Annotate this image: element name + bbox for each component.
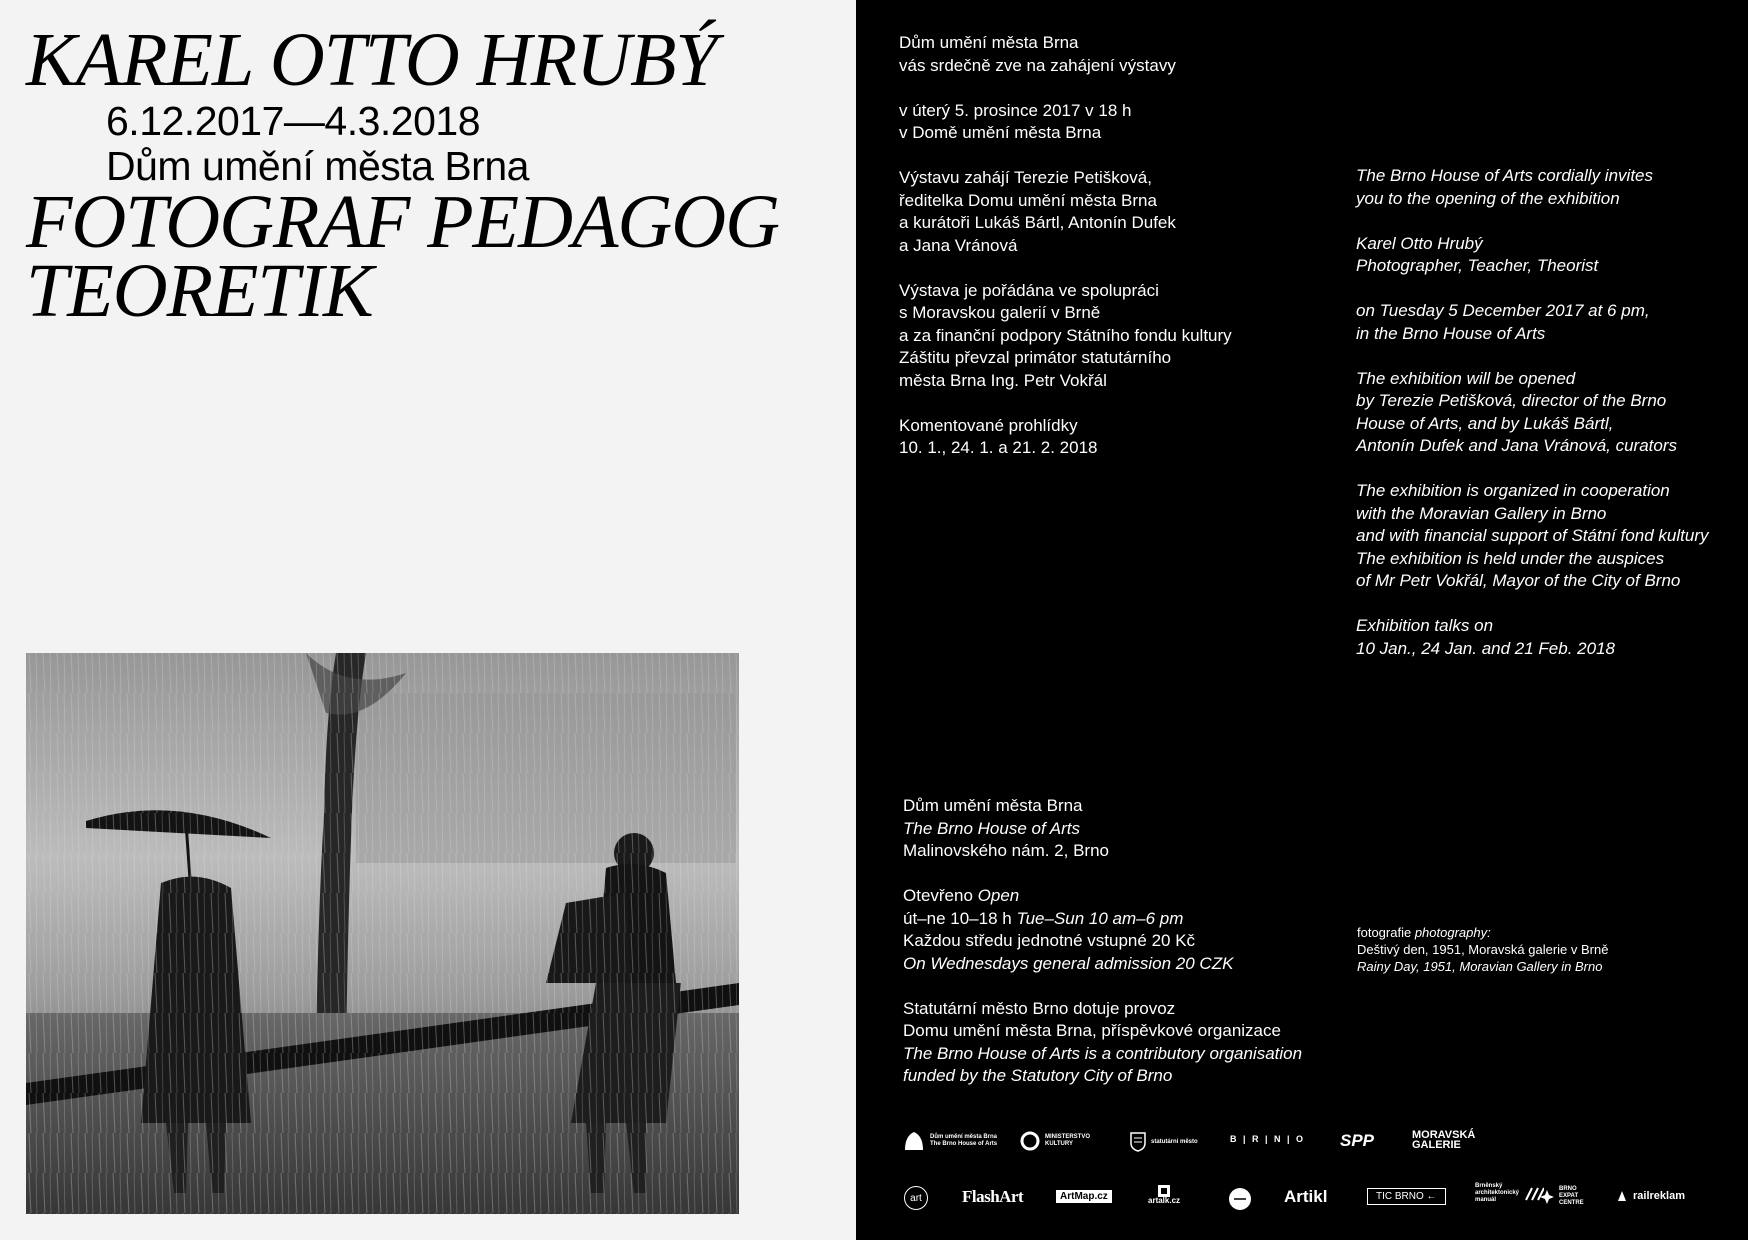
round-logo — [1228, 1187, 1252, 1211]
tic-brno-logo — [1367, 1188, 1446, 1205]
moravska-line2: GALERIE — [1412, 1139, 1461, 1151]
ministry-logo — [1020, 1131, 1090, 1151]
house-logo-line2: The Brno House of Arts — [930, 1141, 998, 1147]
info-fund-en-line1: The Brno House of Arts is a contributory organisation — [903, 1043, 1303, 1063]
brno-logo — [1230, 1134, 1305, 1144]
en-coop-line4: The exhibition is held under the auspices — [1356, 548, 1665, 568]
artmap-logo — [1056, 1190, 1112, 1203]
en-artist-roles: Photographer, Teacher, Theorist — [1356, 256, 1599, 275]
art-logo — [904, 1186, 928, 1210]
cz-when-line2: v Domě umění města Brna — [899, 123, 1102, 142]
en-opened-line1: The exhibition will be opened — [1356, 368, 1576, 388]
info-fund-en-line2: funded by the Statutory City of Brno — [903, 1066, 1173, 1085]
brno-logo-text: B | R | N | O — [1230, 1134, 1306, 1144]
expat-star-icon — [1540, 1190, 1554, 1204]
architecture-manual-logo — [1475, 1183, 1544, 1204]
en-opened-line2: by Terezie Petišková, director of the Brno — [1356, 391, 1667, 410]
czech-text-column — [899, 32, 1232, 460]
title-roles-line1: FOTOGRAF PEDAGOG — [26, 180, 780, 264]
venue-name: Dům umění města Brna — [106, 143, 529, 189]
cz-invite-line1: Dům umění města Brna — [899, 33, 1079, 52]
info-name: Dům umění města Brna — [903, 796, 1083, 815]
city-shield-icon — [1130, 1132, 1146, 1152]
artmap-logo-text: ArtMap.cz — [1056, 1190, 1112, 1203]
en-talks-line1: Exhibition talks on — [1356, 616, 1494, 635]
house-of-arts-logo — [903, 1130, 997, 1152]
exhibition-dates: 6.12.2017—4.3.2018 — [106, 98, 480, 144]
info-fund-line1: Statutární město Brno dotuje provoz — [903, 998, 1176, 1018]
en-invite-line1: The Brno House of Arts cordially invites — [1356, 166, 1653, 185]
flashart-logo — [962, 1187, 1023, 1207]
credit-label-cz: fotografie — [1357, 925, 1412, 940]
cz-talks-line2: 10. 1., 24. 1. a 21. 2. 2018 — [899, 438, 1098, 457]
en-coop-line3: and with financial support of Státní fond kultury — [1356, 526, 1709, 545]
info-wed-cz: Každou středu jednotné vstupné 20 Kč — [903, 931, 1196, 950]
en-coop-line2: with the Moravian Gallery in Brno — [1356, 503, 1607, 523]
art-logo-text: art — [904, 1186, 928, 1210]
cz-coop-line4: Záštitu převzal primátor statutárního — [899, 348, 1172, 367]
cz-opened-line3: a kurátoři Lukáš Bártl, Antonín Dufek — [899, 213, 1176, 232]
english-text-column — [1356, 165, 1708, 660]
spp-logo — [1340, 1131, 1374, 1151]
cz-coop-line5: města Brna Ing. Petr Vokřál — [899, 370, 1107, 390]
tic-brno-logo-text: TIC BRNO ← — [1367, 1188, 1446, 1205]
info-open-cz: Otevřeno — [903, 886, 973, 905]
expat-line3: CENTRE — [1559, 1200, 1584, 1206]
artikl-logo — [1284, 1187, 1327, 1207]
cz-coop-line2: s Moravskou galerií v Brně — [899, 303, 1101, 322]
arch-line2: architektonický — [1475, 1190, 1520, 1196]
info-wed-en: On Wednesdays general admission 20 CZK — [903, 953, 1234, 973]
cz-coop-line3: a za finanční podpory Státního fondu kultury — [899, 325, 1232, 345]
ministry-line1: MINISTERSTVO — [1045, 1134, 1091, 1140]
title-roles-line2: TEORETIK — [26, 249, 373, 333]
city-logo — [1130, 1132, 1198, 1152]
credit-cz: Deštivý den, 1951, Moravská galerie v Brně — [1357, 942, 1609, 957]
house-logo-line1: Dům umění města Brna — [930, 1134, 998, 1140]
moravska-line1: MORAVSKÁ — [1412, 1129, 1476, 1141]
en-talks-line2: 10 Jan., 24 Jan. and 21 Feb. 2018 — [1356, 638, 1615, 658]
en-coop-line5: of Mr Petr Vokřál, Mayor of the City of Brno — [1356, 571, 1681, 590]
info-address: Malinovského nám. 2, Brno — [903, 841, 1109, 860]
artalk-logo-text: artalk.cz — [1148, 1196, 1181, 1205]
photo-credit — [1357, 924, 1608, 975]
info-hours-en: Tue–Sun 10 am–6 pm — [1016, 908, 1184, 928]
house-of-arts-icon — [903, 1130, 925, 1152]
credit-label-en: photography: — [1414, 925, 1491, 940]
round-badge-icon — [1228, 1187, 1252, 1211]
left-panel — [0, 0, 856, 1240]
railreklam-icon — [1616, 1190, 1628, 1202]
arch-line3: manuál — [1475, 1197, 1497, 1203]
title-artist-name: KAREL OTTO HRUBÝ — [26, 18, 717, 102]
cz-invite-line2: vás srdečně zve na zahájení výstavy — [899, 55, 1176, 75]
cz-opened-line2: ředitelka Domu umění města Brna — [899, 190, 1157, 210]
railreklam-logo — [1616, 1190, 1685, 1202]
cz-opened-line1: Výstavu zahájí Terezie Petišková, — [899, 168, 1152, 187]
venue-info — [903, 795, 1302, 1088]
spp-logo-text: SPP — [1340, 1131, 1375, 1150]
cz-when-line1: v úterý 5. prosince 2017 v 18 h — [899, 100, 1132, 120]
info-name-en: The Brno House of Arts — [903, 818, 1081, 838]
info-open — [903, 885, 1302, 908]
cz-opened-line4: a Jana Vránová — [899, 235, 1018, 255]
ministry-icon — [1020, 1131, 1040, 1151]
flashart-logo-text: FlashArt — [962, 1187, 1024, 1206]
info-hours-cz: út–ne 10–18 h — [903, 908, 1012, 928]
city-logo-text: statutární město — [1151, 1138, 1198, 1145]
en-opened-line3: House of Arts, and by Lukáš Bártl, — [1356, 413, 1614, 433]
en-opened-line4: Antonín Dufek and Jana Vránová, curators — [1356, 436, 1677, 455]
moravska-galerie-logo — [1412, 1130, 1475, 1150]
cz-coop-line1: Výstava je pořádána ve spolupráci — [899, 280, 1159, 300]
artikl-logo-text: Artikl — [1284, 1187, 1328, 1206]
en-coop-line1: The exhibition is organized in cooperation — [1356, 481, 1670, 500]
en-when-line1: on Tuesday 5 December 2017 at 6 pm, — [1356, 301, 1650, 320]
artalk-logo — [1148, 1185, 1180, 1204]
info-hours — [903, 908, 1302, 931]
en-invite-line2: you to the opening of the exhibition — [1356, 188, 1620, 208]
en-artist-name: Karel Otto Hrubý — [1356, 233, 1483, 253]
info-open-en: Open — [977, 886, 1020, 905]
credit-en: Rainy Day, 1951, Moravian Gallery in Brno — [1357, 959, 1603, 974]
brno-expat-logo — [1540, 1186, 1584, 1207]
info-fund-line2: Domu umění města Brna, příspěvkové organizace — [903, 1021, 1281, 1040]
right-panel — [856, 0, 1748, 1240]
expat-line2: EXPAT — [1559, 1193, 1579, 1199]
en-when-line2: in the Brno House of Arts — [1356, 323, 1546, 343]
cz-talks-line1: Komentované prohlídky — [899, 415, 1078, 435]
ministry-line2: KULTURY — [1045, 1141, 1073, 1147]
arch-line1: Brněnský — [1475, 1183, 1503, 1189]
expat-line1: BRNO — [1559, 1186, 1577, 1192]
railreklam-logo-text: railreklam — [1633, 1190, 1685, 1202]
rainy-day-photograph — [26, 653, 739, 1214]
